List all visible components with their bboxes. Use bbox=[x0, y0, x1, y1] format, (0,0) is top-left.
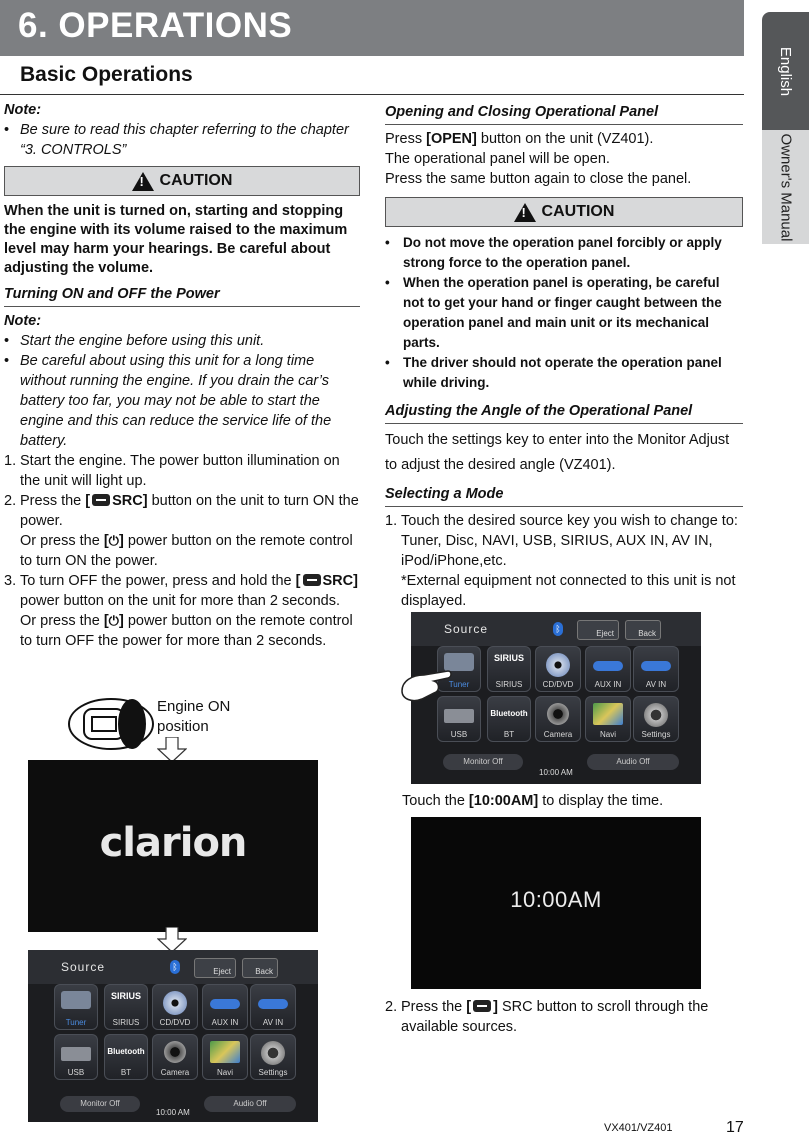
time-text: 10:00AM bbox=[510, 887, 602, 912]
cable-icon bbox=[641, 661, 671, 671]
back-button[interactable]: Back bbox=[625, 620, 661, 640]
sirius-icon: SIRIUS bbox=[110, 991, 142, 1001]
tile-navi[interactable]: Navi bbox=[585, 696, 631, 742]
note-heading: Note: bbox=[4, 102, 42, 118]
src-key-icon bbox=[303, 574, 321, 586]
tile-tuner[interactable]: Tuner bbox=[54, 984, 98, 1030]
tile-navi[interactable]: Navi bbox=[202, 1034, 248, 1080]
disc-icon bbox=[163, 991, 187, 1015]
back-button[interactable]: Back bbox=[242, 958, 278, 978]
panel-text: Press [OPEN] button on the unit (VZ401). bbox=[385, 131, 654, 147]
note-heading: Note: bbox=[4, 313, 42, 329]
step-3: 3. To turn OFF the power, press and hold the [ SRC] power button on the unit for more than 2 seconds. Or press the [⏻] power button on the remote control to turn OFF the power for more than 2 seconds. bbox=[4, 573, 358, 649]
power-icon: ⏻ bbox=[108, 613, 119, 628]
caution-bullet: • Do not move the operation panel forcibly or apply strong force to the operation panel. bbox=[385, 233, 743, 273]
sirius-icon: SIRIUS bbox=[493, 653, 525, 663]
caution-bullet: • When the operation panel is operating, be careful not to get your hand or finger caught between the operation panel and main unit or its mechanical parts. bbox=[385, 273, 743, 353]
cable-icon bbox=[210, 999, 240, 1009]
usb-icon bbox=[61, 1047, 91, 1061]
bluetooth-icon: ᛒ bbox=[553, 622, 563, 636]
note-bullet: • Be careful about using this unit for a long time without running the engine. If you drain the car’s battery too far, you may not be able to start the engine and this can reduce the service life of the battery. bbox=[4, 351, 360, 451]
power-icon: ⏻ bbox=[108, 533, 119, 548]
mode-heading: Selecting a Mode bbox=[385, 484, 743, 507]
power-heading: Turning ON and OFF the Power bbox=[4, 284, 360, 307]
cable-icon bbox=[593, 661, 623, 671]
tile-usb[interactable]: USB bbox=[437, 696, 481, 742]
startup-screen bbox=[28, 760, 318, 932]
radio-icon bbox=[61, 991, 91, 1009]
time-display-screen[interactable] bbox=[411, 817, 701, 989]
bluetooth-icon: Bluetooth bbox=[490, 709, 528, 718]
warning-icon bbox=[514, 203, 536, 222]
tile-cd-dvd[interactable]: CD/DVD bbox=[152, 984, 198, 1030]
gear-icon bbox=[261, 1041, 285, 1065]
camera-icon bbox=[164, 1041, 186, 1063]
angle-text: Touch the settings key to enter into the Monitor Adjust to adjust the desired angle (VZ401). bbox=[385, 432, 730, 473]
finger-icon bbox=[400, 665, 452, 705]
panel-heading: Opening and Closing Operational Panel bbox=[385, 102, 743, 125]
note-bullet: • Start the engine before using this unit. bbox=[4, 331, 360, 351]
audio-off-button[interactable]: Audio Off bbox=[204, 1096, 296, 1112]
tile-settings[interactable]: Settings bbox=[633, 696, 679, 742]
tab-english[interactable]: English bbox=[762, 12, 809, 130]
tile-aux-in[interactable]: AUX IN bbox=[202, 984, 248, 1030]
angle-heading: Adjusting the Angle of the Operational Panel bbox=[385, 401, 743, 424]
engine-on-label: Engine ON position bbox=[157, 698, 231, 735]
map-icon bbox=[210, 1041, 240, 1063]
monitor-off-button[interactable]: Monitor Off bbox=[60, 1096, 140, 1112]
clock-display[interactable]: 10:00 AM bbox=[156, 1108, 190, 1117]
section-title: Basic Operations bbox=[20, 63, 193, 86]
cable-icon bbox=[258, 999, 288, 1009]
tile-tuner[interactable]: Tuner bbox=[437, 646, 481, 692]
tile-camera[interactable]: Camera bbox=[152, 1034, 198, 1080]
panel-text: Press the same button again to close the panel. bbox=[385, 171, 692, 187]
tile-bt[interactable]: Bluetooth BT bbox=[104, 1034, 148, 1080]
source-menu-screen bbox=[28, 950, 318, 1122]
eject-button[interactable]: Eject bbox=[194, 958, 236, 978]
right-column bbox=[385, 102, 743, 611]
tile-bt[interactable]: Bluetooth BT bbox=[487, 696, 531, 742]
caution-box bbox=[4, 166, 360, 196]
warning-icon bbox=[132, 172, 154, 191]
tile-sirius[interactable]: SIRIUS SIRIUS bbox=[487, 646, 531, 692]
source-title: Source bbox=[61, 960, 106, 974]
clock-display[interactable]: 10:00 AM bbox=[539, 768, 573, 777]
source-title: Source bbox=[444, 622, 489, 636]
eject-button[interactable]: Eject bbox=[577, 620, 619, 640]
ignition-key-icon bbox=[66, 697, 156, 751]
gear-icon bbox=[644, 703, 668, 727]
bluetooth-icon: Bluetooth bbox=[107, 1047, 145, 1056]
panel-text: The operational panel will be open. bbox=[385, 151, 610, 167]
caution-text: When the unit is turned on, starting and stopping the engine with its volume raised to the maximum level may harm your hearings. Be careful about adjusting the volume. bbox=[4, 203, 348, 276]
caution-box bbox=[385, 197, 743, 227]
caution-bullet: • The driver should not operate the operation panel while driving. bbox=[385, 353, 743, 393]
source-menu-screen bbox=[411, 612, 701, 784]
map-icon bbox=[593, 703, 623, 725]
footer-model: VX401/VZ401 bbox=[604, 1122, 673, 1134]
src-key-icon bbox=[92, 494, 110, 506]
tile-sirius[interactable]: SIRIUS SIRIUS bbox=[104, 984, 148, 1030]
tile-usb[interactable]: USB bbox=[54, 1034, 98, 1080]
src-key-icon bbox=[473, 1000, 491, 1012]
tile-av-in[interactable]: AV IN bbox=[250, 984, 296, 1030]
page-number: 17 bbox=[726, 1119, 744, 1136]
mode-step-1: 1. Touch the desired source key you wish to change to: Tuner, Disc, NAVI, USB, SIRIUS, AUX IN, AV IN, iPod/iPhone,etc. *External equipment not connected to this unit is not displayed. bbox=[385, 513, 738, 609]
time-instruction: Touch the [10:00AM] to display the time. bbox=[402, 793, 664, 809]
usb-icon bbox=[444, 709, 474, 723]
tile-camera[interactable]: Camera bbox=[535, 696, 581, 742]
note-bullet: • Be sure to read this chapter referring to the chapter “3. CONTROLS” bbox=[4, 120, 360, 160]
caution-list bbox=[385, 233, 743, 393]
audio-off-button[interactable]: Audio Off bbox=[587, 754, 679, 770]
monitor-off-button[interactable]: Monitor Off bbox=[443, 754, 523, 770]
tile-aux-in[interactable]: AUX IN bbox=[585, 646, 631, 692]
tile-cd-dvd[interactable]: CD/DVD bbox=[535, 646, 581, 692]
caution-label: CAUTION bbox=[159, 172, 233, 189]
header-bar bbox=[0, 0, 744, 56]
brand-logo: clarion bbox=[99, 820, 247, 866]
step-2: 2. Press the [ SRC] button on the unit to turn ON the power. Or press the [⏻] power button on the remote control to turn ON the power. bbox=[4, 493, 359, 569]
caution-label: CAUTION bbox=[541, 203, 615, 220]
chapter-title: 6. OPERATIONS bbox=[18, 6, 293, 45]
disc-icon bbox=[546, 653, 570, 677]
camera-icon bbox=[547, 703, 569, 725]
mode-step-2: 2. Press the [ ] SRC button to scroll through the available sources. bbox=[385, 999, 709, 1035]
left-column bbox=[4, 100, 360, 651]
bluetooth-icon: ᛒ bbox=[170, 960, 180, 974]
tile-av-in[interactable]: AV IN bbox=[633, 646, 679, 692]
tab-owners-manual[interactable]: Owner's Manual bbox=[762, 130, 809, 244]
divider bbox=[0, 94, 744, 95]
tile-settings[interactable]: Settings bbox=[250, 1034, 296, 1080]
step-1: 1. Start the engine. The power button illumination on the unit will light up. bbox=[4, 453, 340, 489]
